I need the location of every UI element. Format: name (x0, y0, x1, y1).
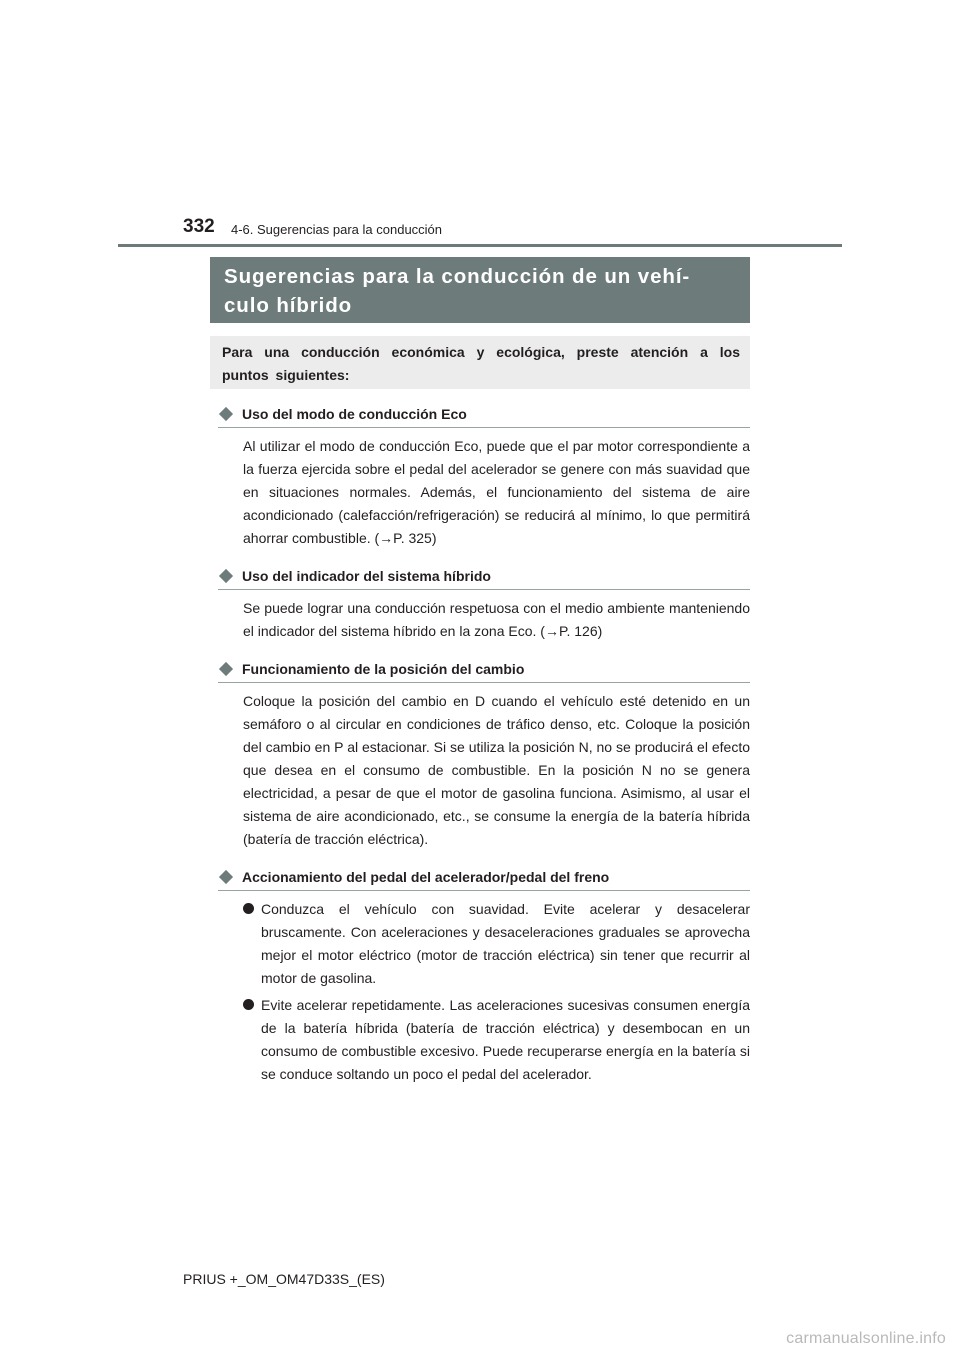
bullet-list (243, 898, 750, 1086)
section-eco-mode (218, 403, 750, 550)
section-heading-text: Uso del modo de conducción Eco (242, 406, 467, 422)
section-heading-text: Accionamiento del pedal del acelerador/pedal del freno (242, 869, 610, 885)
section-label: 4-6. Sugerencias para la conducción (231, 222, 443, 237)
section-heading-text: Uso del indicador del sistema híbrido (242, 568, 491, 584)
section-shift-position (218, 658, 750, 851)
footer-doc-code: PRIUS +_OM_OM47D33S_(ES) (183, 1271, 385, 1287)
list-item-text: Conduzca el vehículo con suavidad. Evite acelerar y desacelerar bruscamente. Con aceleraciones y desaceleraciones graduales se aprovecha mejor el motor eléctrico (motor de tracción eléctrica) sin tener que recurrir al motor de gasolina. (261, 901, 750, 986)
diamond-icon (219, 569, 233, 583)
section-body: Al utilizar el modo de conducción Eco, puede que el par motor correspondiente a la fuerza ejercida sobre el pedal del acelerador se genere con más suavidad que en situaciones normales. Además, el funcionamiento del sistema de aire acondicionado (calefacción/refrigeración) se reducirá al mínimo, lo que permitirá ahorrar combustible. (→P. 325) (243, 438, 750, 546)
page-number: 332 (183, 216, 215, 237)
page-title (224, 262, 736, 320)
bullet-dot-icon (243, 903, 254, 914)
page-title-line-2: culo híbrido (224, 294, 353, 317)
section-heading (218, 658, 750, 683)
diamond-icon (219, 407, 233, 421)
intro-box (210, 336, 750, 389)
list-item (243, 898, 750, 990)
section-heading (218, 565, 750, 590)
section-body: Se puede lograr una conducción respetuosa con el medio ambiente manteniendo el indicador del sistema híbrido en la zona Eco. (→P. 126) (243, 600, 750, 639)
section-heading (218, 403, 750, 428)
section-heading-text: Funcionamiento de la posición del cambio (242, 661, 525, 677)
page-title-line-1: Sugerencias para la conducción de un vehí- (224, 265, 691, 288)
content (218, 403, 750, 1090)
bullet-dot-icon (243, 999, 254, 1010)
watermark: carmanualsonline.info (786, 1330, 946, 1347)
diamond-icon (219, 870, 233, 884)
section-body: Coloque la posición del cambio en D cuando el vehículo esté detenido en un semáforo o al circular en condiciones de tráfico denso, etc. Coloque la posición del cambio en P al estacionar. Si se utiliza la posición N, no se producirá el efecto que desea en el consumo de combustible. En la posición N no se genera electricidad, a pesar de que el motor de gasolina funciona. Asimismo, al usar el sistema de aire acondicionado, etc., se consume la energía de la batería híbrida (batería de tracción eléctrica). (243, 693, 750, 847)
section-pedal-operation (218, 866, 750, 1086)
header-rule (118, 244, 842, 247)
section-heading (218, 866, 750, 891)
diamond-icon (219, 662, 233, 676)
section-hybrid-indicator (218, 565, 750, 643)
list-item-text: Evite acelerar repetidamente. Las aceleraciones sucesivas consumen energía de la batería híbrida (batería de tracción eléctrica) y desembocan en un consumo de combustible excesivo. Puede recuperarse energía en la batería si se conduce soltando un poco el pedal del acelerador. (261, 997, 750, 1082)
list-item (243, 994, 750, 1086)
intro-text: Para una conducción económica y ecológica, preste atención a los puntos siguientes: (222, 344, 740, 383)
title-band (210, 257, 750, 323)
